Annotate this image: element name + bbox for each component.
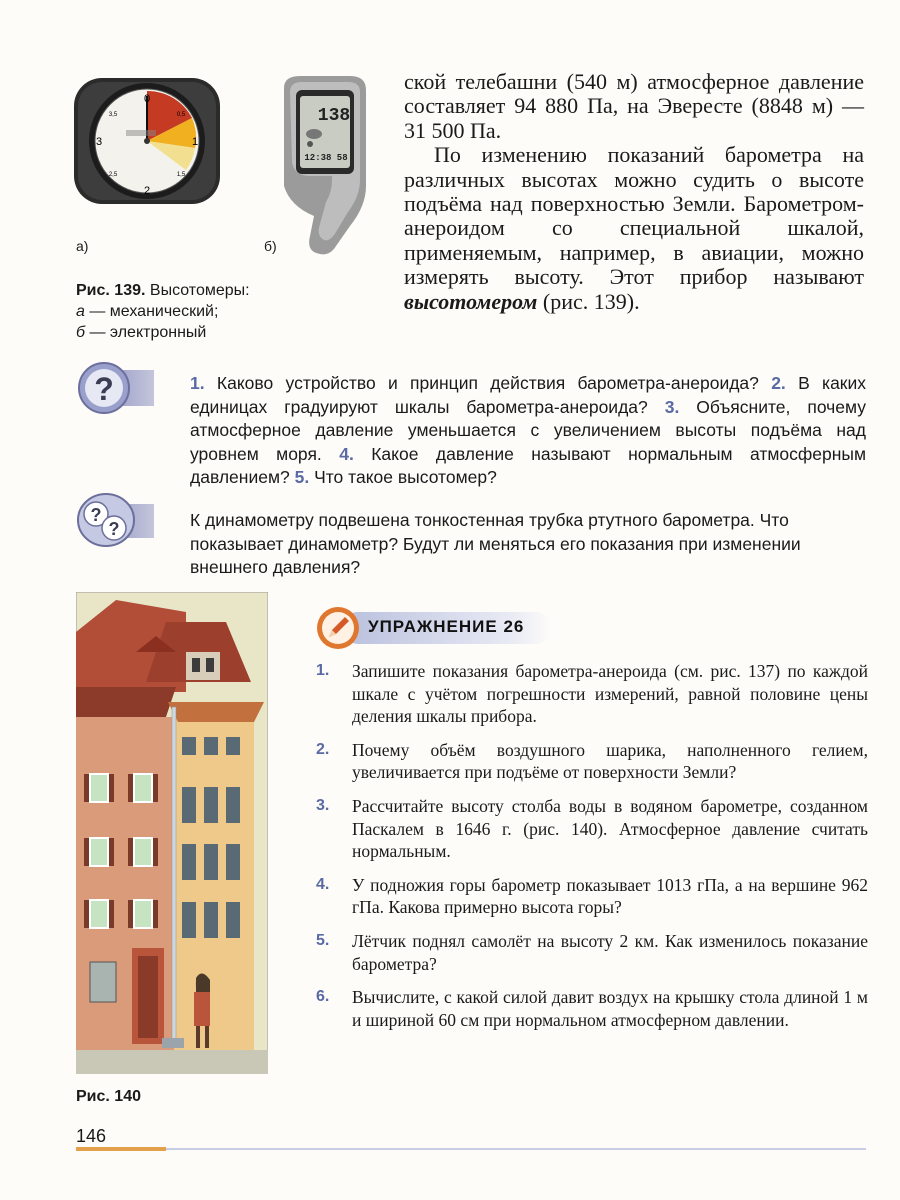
figure-139-caption	[76, 280, 296, 343]
caption139-b: — электронный	[85, 324, 207, 341]
svg-text:?: ?	[94, 371, 114, 407]
paragraph-2-end: (рис. 139).	[537, 288, 640, 314]
mechanical-altimeter-image	[74, 78, 220, 204]
exercise-item	[316, 986, 868, 1031]
question-4-number: 4.	[339, 443, 354, 464]
fig139-b-letter: б)	[264, 238, 277, 254]
exercise-item-text: Запишите показания барометра-анероида (см. рис. 137) по каждой шкале с учётом погрешности измерений, равной половине цены деления шкалы прибора.	[352, 661, 868, 727]
svg-text:?: ?	[90, 505, 102, 525]
dial-number-2: 2	[143, 185, 151, 197]
page-number: 146	[76, 1126, 107, 1146]
footer-rule	[76, 1147, 866, 1151]
exercise-item	[316, 874, 868, 919]
exercise-item-text: Лётчик поднял самолёт на высоту 2 км. Как изменилось показание барометра?	[352, 930, 868, 974]
discussion-question-icon	[74, 490, 154, 550]
exercise-item	[316, 930, 868, 975]
main-text-top	[404, 70, 864, 314]
exercise-item-number: 6.	[316, 988, 330, 1006]
dial-small-15: 1,5	[176, 172, 186, 178]
question-1-text: Каково устройство и принцип действия барометра-анероида?	[204, 373, 772, 393]
exercise-item	[316, 739, 868, 784]
think-question: К динамометру подвешена тонкостенная трубка ртутного барометра. Что показывает динамометр? Будут ли меняться его показания при изменении внешнего давления?	[190, 510, 801, 577]
exercise-item	[316, 795, 868, 863]
exercise-list	[316, 660, 868, 1042]
review-questions	[190, 372, 866, 490]
fig139-a-letter: а)	[76, 238, 89, 254]
svg-text:?: ?	[108, 519, 120, 539]
dial-number-3: 3	[95, 136, 103, 148]
exercise-title: УПРАЖНЕНИЕ 26	[368, 617, 525, 636]
exercise-header	[316, 606, 552, 650]
exercise-item-number: 3.	[316, 796, 330, 814]
caption139-label: Рис. 139.	[76, 282, 146, 299]
question-mark-icon	[74, 360, 154, 420]
dial-number-1: 1	[191, 136, 199, 148]
paragraph-2	[404, 143, 864, 314]
exercise-item-text: Рассчитайте высоту столба воды в водяном барометре, созданном Паскалем в 1646 г. (рис. 140). Атмосферное давление считать нормальным.	[352, 795, 868, 862]
exercise-item-text: У подножия горы барометр показывает 1013 гПа, а на вершине 962 гПа. Какова примерно высота горы?	[352, 874, 868, 918]
caption139-a-letter: а	[76, 303, 85, 320]
question-1-number: 1.	[190, 373, 205, 393]
exercise-item	[316, 660, 868, 728]
exercise-item-number: 4.	[316, 875, 330, 893]
dial-number-0: 0	[143, 93, 151, 105]
dial-small-05: 0,5	[176, 112, 186, 118]
figure-140-caption: Рис. 140	[76, 1088, 141, 1105]
exercise-item-text: Почему объём воздушного шарика, наполненного гелием, увеличивается при подъёме от поверхности Земли?	[352, 739, 868, 783]
paragraph-2-start: По изменению показаний барометра на различных высотах можно судить о высоте подъёма над поверхностью Земли. Барометром-анероидом со специальной шкалой, применяемым, например, в авиации, можно измерять высоту. Этот прибор называют	[404, 142, 864, 290]
question-4-text: Какое давление называют нормальным атмосферным давлением?	[190, 443, 866, 487]
caption139-b-letter: б	[76, 324, 85, 341]
pascal-house-illustration	[76, 592, 268, 1074]
question-2-number: 2.	[771, 373, 786, 393]
question-2-text: В каких единицах градуируют шкалы барометра-анероида?	[190, 373, 866, 417]
exercise-item-number: 1.	[316, 662, 330, 679]
electronic-altimeter-image	[270, 76, 372, 256]
pencil-icon	[316, 606, 362, 650]
exercise-item-number: 5.	[316, 931, 330, 949]
question-5-text: Что такое высотомер?	[309, 467, 497, 487]
exercise-item-number: 2.	[316, 740, 330, 758]
paragraph-1: ской телебашни (540 м) атмосферное давление составляет 94 880 Па, на Эвересте (8848 м) — 31 500 Па.	[404, 69, 864, 143]
question-5-number: 5.	[294, 467, 310, 487]
question-3-text: Объясните, почему атмосферное давление уменьшается с увеличением высоты подъёма над уровнем моря.	[190, 396, 866, 464]
display-top-readout: 138	[317, 106, 351, 126]
caption139-title: Высотомеры:	[149, 282, 250, 299]
caption139-a: — механический;	[84, 303, 219, 320]
dial-small-25: 2,5	[108, 172, 118, 178]
display-bottom-readout: 12:38 58	[304, 153, 348, 163]
question-3-number: 3.	[664, 396, 680, 417]
term-altimeter: высотомером	[404, 288, 538, 314]
dial-small-35: 3,5	[108, 112, 118, 118]
exercise-item-text: Вычислите, с какой силой давит воздух на крышку стола длиной 1 м и шириной 60 см при нормальном атмосферном давлении.	[352, 987, 868, 1030]
